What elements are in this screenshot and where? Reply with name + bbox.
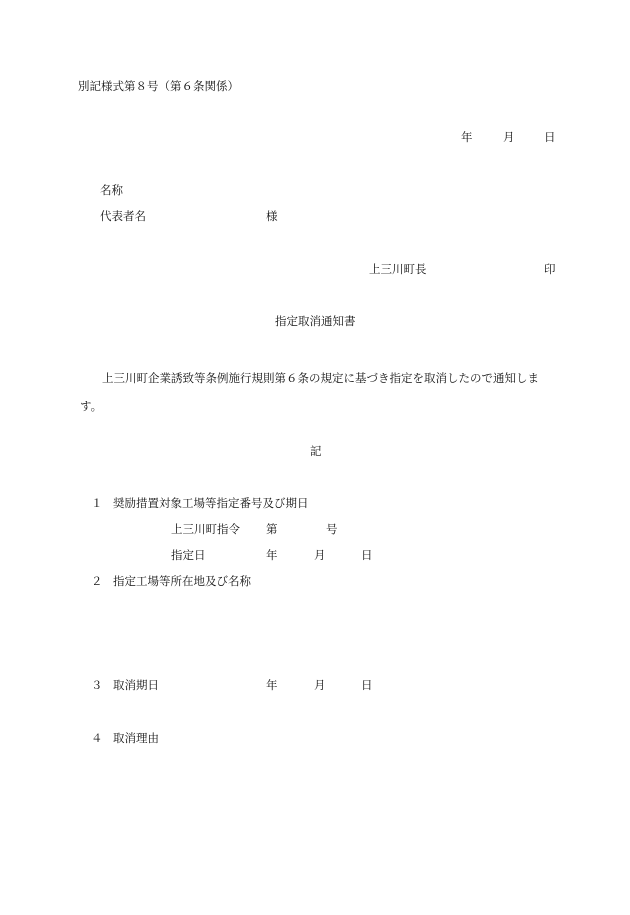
item-4-number: ４ <box>91 731 103 745</box>
item-1-go: 号 <box>326 522 338 536</box>
item-1-order-prefix: 上三川町指令 <box>171 522 240 536</box>
item-3-month: 月 <box>314 678 326 692</box>
addressee-name-label: 名称 <box>100 183 123 197</box>
issuer-title: 上三川町長 <box>369 262 427 276</box>
item-1-number: １ <box>91 496 103 510</box>
item-2-number: ２ <box>91 574 103 588</box>
date-month-label: 月 <box>503 130 515 144</box>
seal-mark: 印 <box>544 262 556 276</box>
item-4-label: 取消理由 <box>113 731 159 745</box>
item-1-month: 月 <box>314 548 326 562</box>
form-identifier: 別記様式第８号（第６条関係） <box>78 79 239 93</box>
document-title: 指定取消通知書 <box>275 314 356 328</box>
item-3-number: ３ <box>91 678 103 692</box>
honorific-sama: 様 <box>266 209 278 223</box>
item-3-day: 日 <box>361 678 373 692</box>
item-3-year: 年 <box>266 678 278 692</box>
body-paragraph: 上三川町企業誘致等条例施行規則第６条の規定に基づき指定を取消したので通知します。 <box>80 371 539 413</box>
item-3-label: 取消期日 <box>113 678 159 692</box>
item-1-year: 年 <box>266 548 278 562</box>
item-1-dai: 第 <box>266 522 278 536</box>
item-2-label: 指定工場等所在地及び名称 <box>113 574 251 588</box>
item-1-designation-date-label: 指定日 <box>171 548 206 562</box>
item-1-label: 奨励措置対象工場等指定番号及び期日 <box>113 496 309 510</box>
item-1-day: 日 <box>361 548 373 562</box>
ki-heading: 記 <box>310 444 322 458</box>
date-year-label: 年 <box>461 130 473 144</box>
date-day-label: 日 <box>544 130 556 144</box>
addressee-representative-label: 代表者名 <box>100 209 146 223</box>
